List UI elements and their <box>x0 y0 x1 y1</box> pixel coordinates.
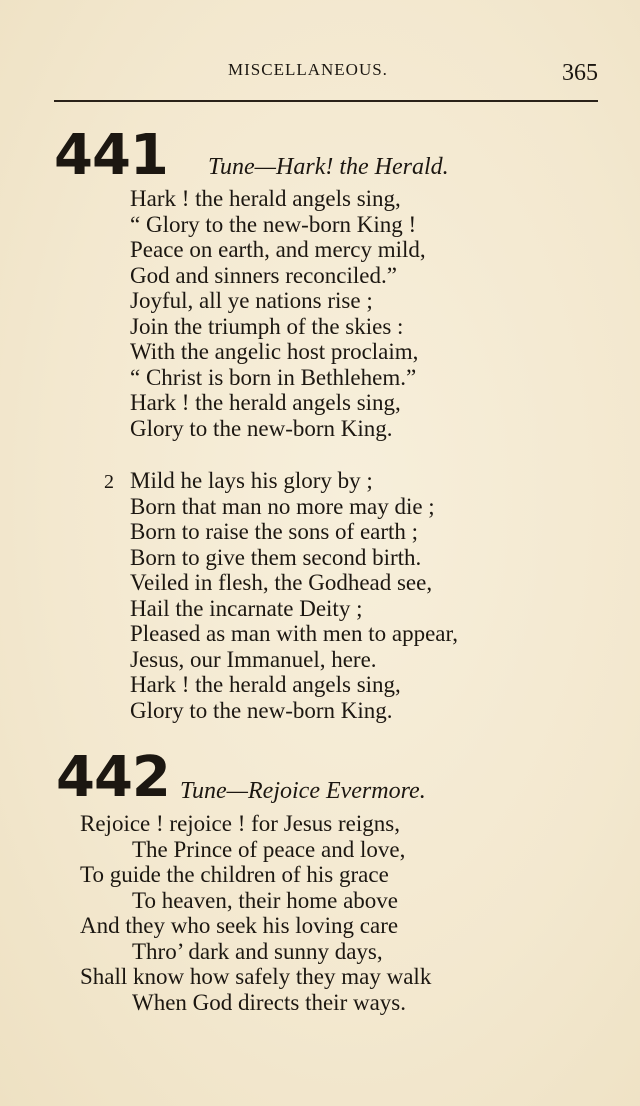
verse-line: God and sinners reconciled.” <box>130 262 397 288</box>
verse-line: Rejoice ! rejoice ! for Jesus reigns, <box>80 811 400 836</box>
stanza-number: 2 <box>104 471 114 493</box>
hymn-442-tune: Tune—Rejoice Evermore. <box>180 778 426 804</box>
verse-line: Pleased as man with men to appear, <box>130 621 459 646</box>
hymn-441-stanza-1 <box>130 186 426 441</box>
hymn-442-stanza-1 <box>80 811 431 1015</box>
verse-line: Glory to the new-born King. <box>130 415 393 441</box>
verse-line: Joyful, all ye nations rise ; <box>130 288 373 313</box>
verse-line: To heaven, their home above <box>132 887 398 913</box>
verse-line: The Prince of peace and love, <box>132 836 406 862</box>
verse-line: Join the triumph of the skies : <box>130 313 404 339</box>
verse-line: Born to raise the sons of earth ; <box>130 519 419 544</box>
verse-line: When God directs their ways. <box>132 989 407 1015</box>
verse-line: Born that man no more may die ; <box>130 493 435 519</box>
hymn-number-441: 441 <box>54 123 168 188</box>
verse-line: Shall know how safely they may walk <box>80 964 432 989</box>
hymn-number-442: 442 <box>56 745 170 810</box>
verse-line: “ Glory to the new-born King ! <box>130 211 417 237</box>
verse-line: Hark ! the herald angels sing, <box>130 186 401 211</box>
hymn-441-stanza-2 <box>130 468 458 723</box>
verse-line: Born to give them second birth. <box>130 544 422 570</box>
verse-line: Hark ! the herald angels sing, <box>130 390 401 415</box>
verse-line: Peace on earth, and mercy mild, <box>130 237 426 262</box>
verse-line: “ Christ is born in Bethlehem.” <box>130 364 417 390</box>
hymn-441-tune: Tune—Hark! the Herald. <box>208 154 449 180</box>
verse-line: Hail the incarnate Deity ; <box>130 595 363 621</box>
verse-line: Glory to the new-born King. <box>130 697 393 723</box>
verse-line: And they who seek his loving care <box>80 913 399 938</box>
verse-line: Veiled in flesh, the Godhead see, <box>130 570 433 595</box>
page-number: 365 <box>562 60 598 86</box>
verse-line: Mild he lays his glory by ; <box>130 468 373 493</box>
verse-line: With the angelic host proclaim, <box>130 339 419 364</box>
verse-line: Jesus, our Immanuel, here. <box>130 646 377 672</box>
running-head: MISCELLANEOUS. <box>228 60 388 79</box>
verse-line: Thro’ dark and sunny days, <box>132 938 383 964</box>
verse-line: Hark ! the herald angels sing, <box>130 672 401 697</box>
header-rule <box>54 100 598 102</box>
verse-line: To guide the children of his grace <box>80 862 389 887</box>
